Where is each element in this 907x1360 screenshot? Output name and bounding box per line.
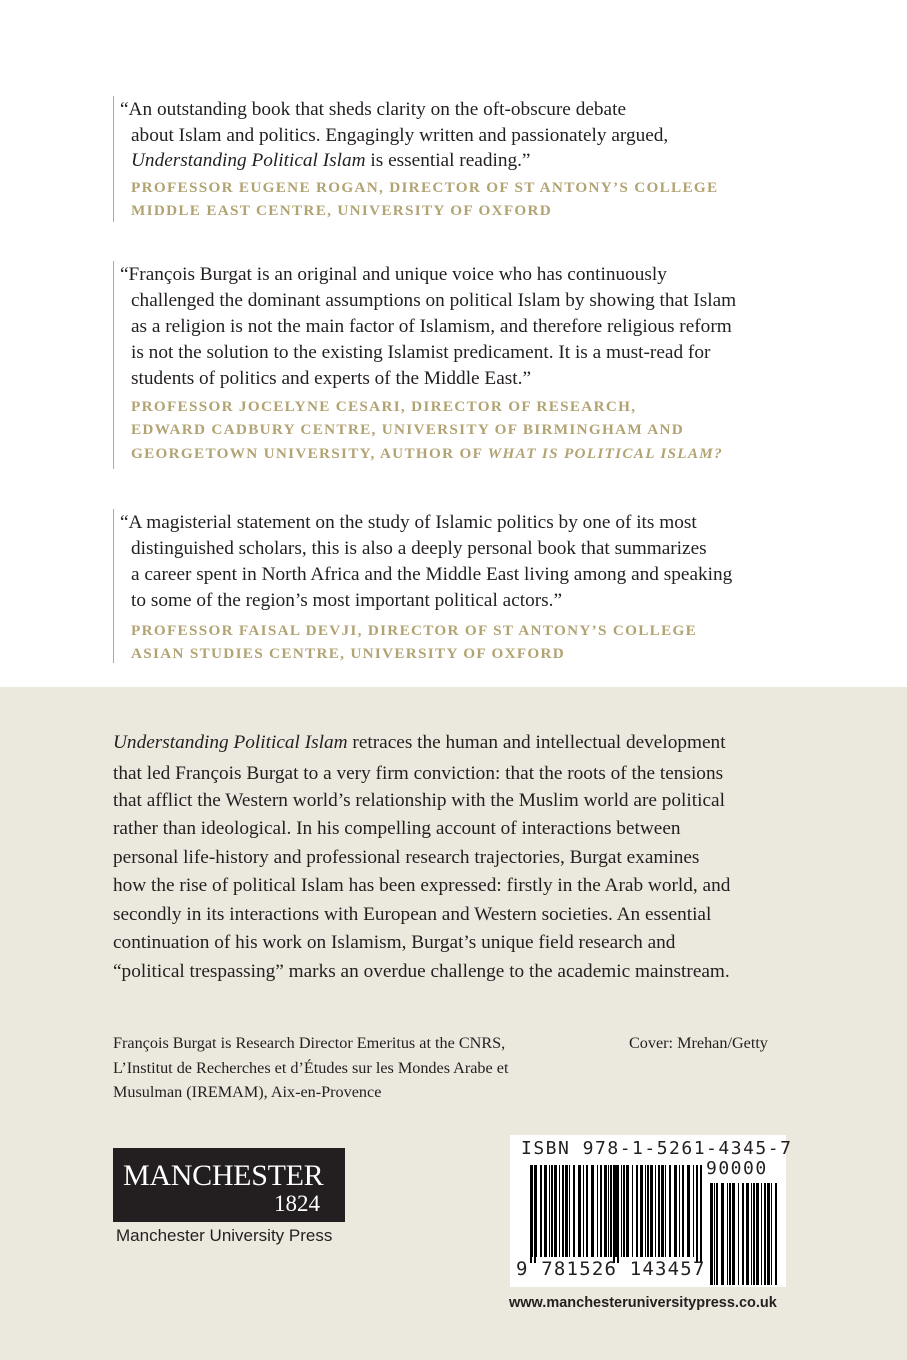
attribution-line: PROFESSOR FAISAL DEVJI, DIRECTOR OF ST ANTONY’S COLLEGE: [131, 622, 698, 639]
quote-line: “François Burgat is an original and unique voice who has continuously: [120, 264, 667, 285]
description-line: that led François Burgat to a very firm conviction: that the roots of the tensions: [113, 763, 724, 784]
description-line: that afflict the Western world’s relationship with the Muslim world are political: [113, 790, 725, 811]
description-line: rather than ideological. In his compelling account of interactions between: [113, 818, 681, 839]
bio-line: François Burgat is Research Director Emeritus at the CNRS,: [113, 1034, 506, 1052]
price-addon-code: 90000: [706, 1158, 768, 1179]
barcode-bar: [669, 1165, 671, 1257]
barcode-bar: [679, 1165, 680, 1257]
quote-line: as a religion is not the main factor of Islamism, and therefore religious reform: [131, 316, 732, 337]
bio-line: L’Institut de Recherches et d’Études sur les Mondes Arabe et: [113, 1059, 509, 1077]
quote-line: about Islam and politics. Engagingly written and passionately argued,: [131, 125, 669, 146]
barcode-bar: [771, 1183, 772, 1285]
barcode-guard-bar: [700, 1165, 702, 1263]
barcode-bar: [761, 1183, 762, 1285]
attribution-line: PROFESSOR JOCELYNE CESARI, DIRECTOR OF RESEARCH,: [131, 398, 637, 415]
description-line: “political trespassing” marks an overdue challenge to the academic mainstream.: [113, 961, 730, 982]
book-title: Understanding Political Islam: [131, 150, 366, 171]
barcode-bar: [626, 1165, 629, 1257]
barcode-bar: [551, 1165, 553, 1257]
description-line: personal life-history and professional research trajectories, Burgat examines: [113, 847, 700, 868]
barcode-bar: [738, 1183, 739, 1285]
barcode-guard-bar: [617, 1165, 619, 1263]
barcode-bar: [775, 1183, 777, 1285]
barcode-bar: [549, 1165, 550, 1257]
book-title: Understanding Political Islam: [113, 732, 348, 753]
barcode-bar: [647, 1165, 649, 1257]
barcode-guard-bar: [696, 1165, 698, 1263]
quote-line: students of politics and experts of the Middle East.”: [131, 368, 532, 389]
isbn-number: ISBN 978-1-5261-4345-7: [521, 1138, 793, 1159]
barcode-bar: [640, 1165, 643, 1257]
book-title: WHAT IS POLITICAL ISLAM?: [487, 445, 723, 462]
barcode-bar: [661, 1165, 664, 1257]
barcode-bar: [764, 1183, 766, 1285]
barcode-bar: [674, 1165, 677, 1257]
attribution-line: PROFESSOR EUGENE ROGAN, DIRECTOR OF ST ANTONY’S COLLEGE: [131, 179, 719, 196]
barcode-bar: [586, 1165, 588, 1257]
barcode-bar: [591, 1165, 594, 1257]
barcode-bar: [751, 1183, 752, 1285]
endorsement-quote-2: [113, 261, 794, 469]
attribution-line: ASIAN STUDIES CENTRE, UNIVERSITY OF OXFORD: [131, 645, 566, 662]
barcode-bar: [767, 1183, 770, 1285]
barcode-bar: [559, 1165, 560, 1257]
endorsement-quote-3: [113, 509, 794, 663]
barcode-bar: [623, 1165, 625, 1257]
barcode-bar: [597, 1165, 598, 1257]
logo-year: 1824: [274, 1191, 320, 1216]
barcode-bar: [753, 1183, 755, 1285]
quote-line: to some of the region’s most important political actors.”: [131, 590, 563, 611]
quote-line: distinguished scholars, this is also a deeply personal book that summarizes: [131, 538, 707, 559]
logo-name: MANCHESTER: [123, 1159, 324, 1192]
barcode-bar: [693, 1165, 694, 1257]
quote-line: Understanding Political Islam is essential reading.”: [131, 150, 531, 171]
barcode-bar: [573, 1165, 575, 1257]
barcode-bar: [536, 1165, 537, 1257]
barcode-bar: [645, 1165, 646, 1257]
quote-line: a career spent in North Africa and the Middle East living among and speaking: [131, 564, 733, 585]
barcode-bar: [565, 1165, 568, 1257]
publisher-name: Manchester University Press: [116, 1226, 333, 1245]
quote-line: “A magisterial statement on the study of Islamic politics by one of its most: [120, 512, 697, 533]
barcode-guard-bar: [530, 1165, 532, 1263]
publisher-website[interactable]: www.manchesteruniversitypress.co.uk: [509, 1295, 777, 1311]
attribution-line: EDWARD CADBURY CENTRE, UNIVERSITY OF BIRMINGHAM AND: [131, 421, 685, 438]
barcode-bar: [665, 1165, 666, 1257]
barcode-bar: [655, 1165, 656, 1257]
barcode-bar: [608, 1165, 609, 1257]
quote-line: “An outstanding book that sheds clarity on the oft-obscure debate: [120, 99, 627, 120]
barcode-bar: [540, 1165, 542, 1257]
barcode-bar: [583, 1165, 584, 1257]
barcode-bar: [687, 1165, 690, 1257]
barcode-bar: [610, 1165, 612, 1257]
description-line: continuation of his work on Islamism, Burgat’s unique field research and: [113, 932, 676, 953]
barcode-bar: [578, 1165, 581, 1257]
barcode-bar: [746, 1183, 749, 1285]
attribution-line: MIDDLE EAST CENTRE, UNIVERSITY OF OXFORD: [131, 202, 553, 219]
description-line: secondly in its interactions with European and Western societies. An essential: [113, 904, 712, 925]
quote-line: is not the solution to the existing Islamist predicament. It is a must-read for: [131, 342, 711, 363]
barcode-bar: [562, 1165, 564, 1257]
barcode-bar: [729, 1183, 731, 1285]
quote-line: challenged the dominant assumptions on political Islam by showing that Islam: [131, 290, 737, 311]
barcode-guard-bar: [613, 1165, 615, 1263]
barcode-bar: [632, 1165, 633, 1257]
isbn-barcode: [510, 1135, 793, 1287]
barcode-bar: [710, 1183, 713, 1285]
barcode-bar: [569, 1165, 570, 1257]
bio-line: Musulman (IREMAM), Aix-en-Provence: [113, 1083, 382, 1101]
endorsement-quote-1: [113, 96, 774, 222]
barcode-bar: [721, 1183, 724, 1285]
barcode-bar: [716, 1183, 718, 1285]
barcode-bar: [604, 1165, 607, 1257]
barcode-bar: [682, 1165, 684, 1257]
ean-digits: 9 781526 143457: [516, 1258, 706, 1280]
description-line: Understanding Political Islam retraces the human and intellectual development: [113, 732, 726, 753]
barcode-guard-bar: [534, 1165, 536, 1263]
cover-credit: Cover: Mrehan/Getty: [629, 1034, 768, 1052]
barcode-bar: [658, 1165, 660, 1257]
barcode-bar: [544, 1165, 547, 1257]
barcode-bar: [636, 1165, 638, 1257]
barcode-bar: [714, 1183, 715, 1285]
publisher-logo: [113, 1148, 345, 1222]
barcode-bar: [756, 1183, 759, 1285]
description-line: how the rise of political Islam has been expressed: firstly in the Arab world, and: [113, 875, 731, 896]
barcode-bar: [600, 1165, 602, 1257]
attribution-line: GEORGETOWN UNIVERSITY, AUTHOR OF WHAT IS POLITICAL ISLAM?: [131, 445, 723, 462]
barcode-bar: [650, 1165, 653, 1257]
barcode-bar: [554, 1165, 557, 1257]
barcode-bar: [621, 1165, 622, 1257]
barcode-bar: [742, 1183, 744, 1285]
barcode-bar: [727, 1183, 728, 1285]
barcode-bar: [732, 1183, 735, 1285]
